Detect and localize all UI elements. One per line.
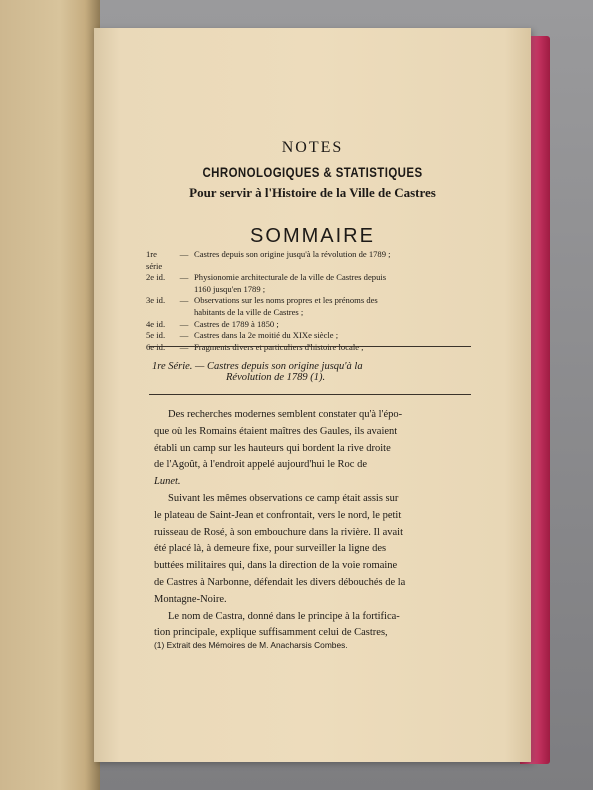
paragraph — [154, 609, 466, 643]
text-line: buttées militaires qui, dans la direction de la voie romaine — [154, 560, 398, 572]
text-line: Lunet. — [154, 476, 181, 488]
toc-item — [146, 272, 476, 284]
toc-continuation: 1160 jusqu'en 1789 ; — [194, 283, 266, 294]
toc-item — [146, 330, 476, 342]
toc-dash: — — [179, 330, 189, 341]
body-text — [154, 407, 466, 642]
toc-number: 2e id. — [146, 272, 166, 283]
toc-text: Castres depuis son origine jusqu'à la révolution de 1789 ; — [194, 249, 391, 259]
toc-text: Physionomie architecturale de la ville de Castres depuis — [194, 272, 387, 283]
toc-dash: — — [179, 249, 189, 259]
text-line: de Castres à Narbonne, défendait les divers débouchés de la — [154, 576, 406, 588]
document-page — [94, 28, 531, 762]
divider-rule — [149, 394, 471, 395]
text-line: Le nom de Castra, donné dans le principe à la fortifica- — [168, 610, 400, 622]
toc-text: Fragments divers et particuliers d'histoire locale ; — [194, 341, 364, 352]
text-line: Montagne-Noire. — [154, 593, 227, 605]
toc-item — [146, 319, 476, 331]
toc-item — [146, 295, 476, 307]
toc-number: 5e id. — [146, 330, 166, 341]
toc-text: Observations sur les noms propres et les prénoms des — [194, 295, 378, 306]
series-heading-line2: Révolution de 1789 (1). — [226, 372, 326, 383]
toc-continuation: habitants de la ville de Castres ; — [194, 306, 304, 317]
footnote: (1) Extrait des Mémoires de M. Anacharsis Combes. — [154, 640, 348, 650]
toc-text: Castres de 1789 à 1850 ; — [194, 318, 279, 329]
title-chronologiques: CHRONOLOGIQUES & STATISTIQUES — [202, 164, 423, 180]
paragraph — [154, 491, 466, 609]
sommaire-heading: SOMMAIRE — [250, 225, 375, 247]
toc-dash: — — [179, 341, 189, 352]
divider-rule — [149, 346, 471, 347]
text-line: tion principale, explique suffisamment celui de Castres, — [154, 627, 388, 639]
text-line: établi un camp sur les hauteurs qui bordent la rive droite — [154, 442, 391, 454]
table-of-contents — [146, 249, 476, 353]
text-line: été placé là, à demeure fixe, pour surveiller la ligne des — [154, 543, 387, 555]
series-heading-line1: 1re Série. — Castres depuis son origine jusqu'à la — [152, 361, 363, 372]
toc-number: 6e id. — [146, 341, 166, 352]
text-line: que où les Romains étaient maîtres des Gaules, ils avaient — [154, 425, 398, 437]
toc-dash: — — [179, 318, 189, 329]
text-line: Des recherches modernes semblent constater qu'à l'épo- — [168, 409, 403, 420]
toc-dash: — — [179, 272, 189, 283]
toc-number: 3e id. — [146, 295, 166, 306]
toc-number: 1re série — [146, 249, 163, 271]
toc-text: Castres dans la 2e moitié du XIXe siècle ; — [194, 330, 339, 341]
toc-number: 4e id. — [146, 318, 166, 329]
toc-item — [146, 342, 476, 354]
text-line: Suivant les mêmes observations ce camp était assis sur — [168, 492, 399, 504]
series-heading — [152, 361, 468, 383]
text-line: de l'Agoût, à l'endroit appelé aujourd'hui le Roc de — [154, 459, 367, 471]
title-notes: NOTES — [281, 139, 344, 156]
toc-item — [146, 249, 476, 272]
left-page-edge — [0, 0, 100, 790]
title-pour-servir: Pour servir à l'Histoire de la Ville de Castres — [189, 185, 436, 200]
text-line: le plateau de Saint-Jean et confrontait, vers le nord, le petit — [154, 509, 402, 521]
paragraph — [154, 407, 466, 491]
toc-dash: — — [179, 295, 189, 306]
text-line: ruisseau de Rosé, à son embouchure dans la rivière. Il avait — [154, 526, 404, 538]
